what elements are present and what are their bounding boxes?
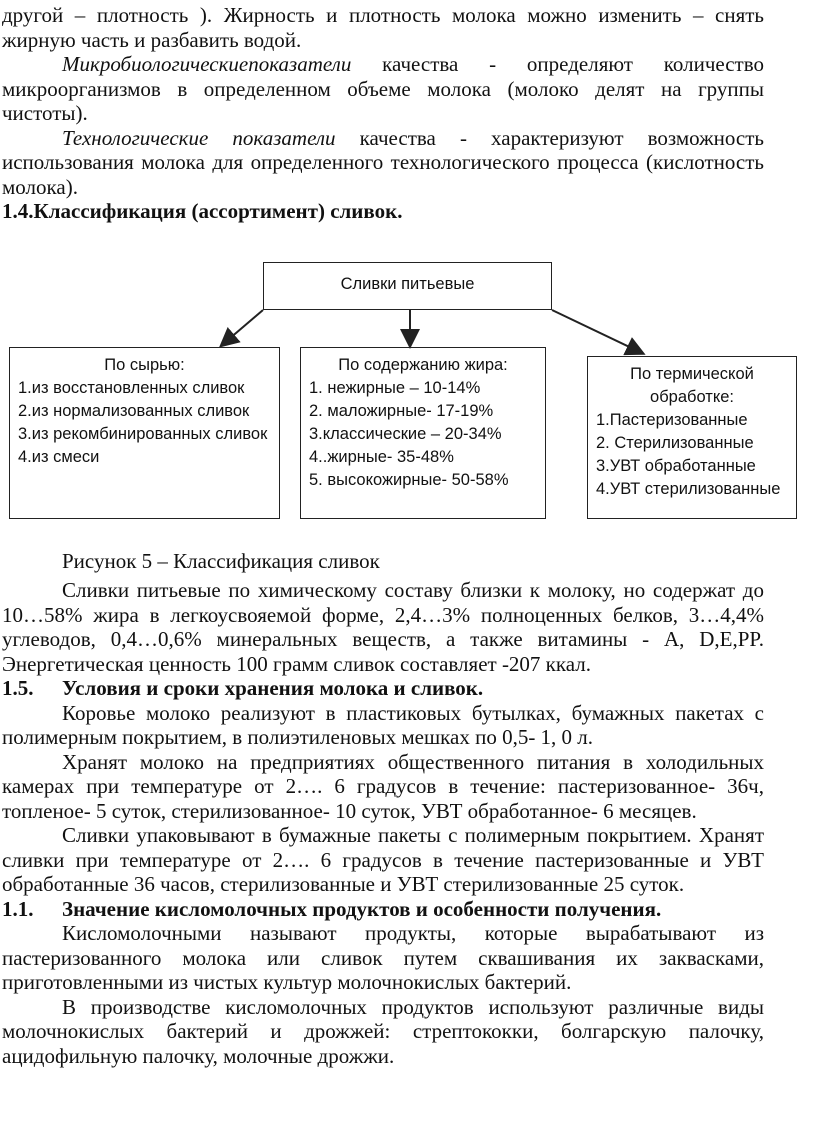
paragraph-cream-composition: Сливки питьевые по химическому составу близки к молоку, но содержат до 10…58% жира в легкоусвояемой форме, 2,4…3% полноценных белков, 3…4,4% углеводов, 0,4…0,6% минеральных веществ, а также витамины - A, D,E,PP. Энергетическая ценность 100 грамм сливок составляет -207 ккал. bbox=[2, 578, 764, 676]
paragraph-cream-storage: Сливки упаковывают в бумажные пакеты с полимерным покрытием. Хранят сливки при температуре от 2…. 6 градусов в течение пастеризованные и УВТ обработанные 36 часов, стерилизованные и УВТ стерилизованные 25 суток. bbox=[2, 823, 764, 896]
top-text-block bbox=[2, 3, 764, 224]
box3-title: По термической обработке: bbox=[630, 365, 754, 406]
box1-item: 2.из нормализованных сливок bbox=[18, 402, 250, 420]
box3-item: 4.УВТ стерилизованные bbox=[596, 480, 781, 498]
paragraph-fermented-bacteria: В производстве кисломолочных продуктов используют различные виды молочнокислых бактерий и дрожжей: стрептококки, болгарскую палочку, ацидофильную палочку, молочные дрожжи. bbox=[2, 994, 764, 1068]
diagram-root-box bbox=[263, 262, 552, 310]
heading-fermented-text: Значение кисломолочных продуктов и особенности получения. bbox=[62, 896, 662, 921]
heading-storage-number: 1.5. bbox=[2, 676, 34, 700]
box1-item: 4.из смеси bbox=[18, 448, 100, 466]
box1-item: 1.из восстановленных сливок bbox=[18, 379, 245, 397]
box2-item: 5. высокожирные- 50-58% bbox=[309, 471, 509, 489]
paragraph-density: другой – плотность ). Жирность и плотность молока можно изменить – снять жирную часть и разбавить водой. bbox=[2, 3, 764, 52]
heading-storage bbox=[2, 676, 764, 701]
paragraph-fermented-definition: Кисломолочными называют продукты, которые вырабатывают из пастеризованного молока или сливок путем сквашивания их заквасками, приготовленными из чистых культур молочнокислых бактерий. bbox=[2, 921, 764, 994]
paragraph-tech-indicators bbox=[2, 126, 764, 200]
diagram-box-fat-content bbox=[300, 347, 546, 519]
box3-item: 2. Стерилизованные bbox=[596, 434, 754, 452]
paragraph-milk-storage: Хранят молоко на предприятиях общественного питания в холодильных камерах при температуре от 2…. 6 градусов в течение: пастеризованное- 36ч, топленое- 5 суток, стерилизованное- 10 суток, УВТ обработанное- 6 месяцев. bbox=[2, 749, 764, 823]
box2-item: 2. маложирные- 17-19% bbox=[309, 402, 494, 420]
diagram-box-raw-material bbox=[9, 347, 280, 519]
term-tech: Технологические показатели bbox=[62, 125, 336, 150]
box2-item: 4..жирные- 35-48% bbox=[309, 448, 454, 466]
box1-title: По сырью: bbox=[104, 356, 185, 374]
box3-item: 1.Пастеризованные bbox=[596, 411, 748, 429]
bottom-text-block bbox=[2, 578, 764, 1068]
box3-item: 3.УВТ обработанные bbox=[596, 457, 756, 475]
box2-item: 1. нежирные – 10-14% bbox=[309, 379, 481, 397]
paragraph-micro-indicators bbox=[2, 52, 764, 126]
box1-item: 3.из рекомбинированных сливок bbox=[18, 425, 268, 443]
heading-classification: 1.4.Классификация (ассортимент) сливок. bbox=[2, 199, 403, 223]
arrow-to-box3 bbox=[552, 310, 642, 353]
root-label: Сливки питьевые bbox=[340, 275, 475, 293]
heading-fermented-number: 1.1. bbox=[2, 896, 34, 921]
diagram-box-heat-treatment bbox=[587, 356, 797, 519]
term-micro: Микробиологическиепоказатели bbox=[62, 52, 352, 76]
box2-item: 3.классические – 20-34% bbox=[309, 425, 502, 443]
box2-title: По содержанию жира: bbox=[338, 356, 508, 374]
paragraph-milk-packaging: Коровье молоко реализуют в пластиковых бутылках, бумажных пакетах с полимерным покрытием, в полиэтиленовых мешках по 0,5- 1, 0 л. bbox=[2, 700, 764, 749]
figure-caption: Рисунок 5 – Классификация сливок bbox=[62, 549, 380, 573]
arrow-to-box1 bbox=[222, 310, 263, 345]
text-tech: качества - характеризуют возможность использования молока для определенного технологического процесса (кислотность молока). bbox=[2, 125, 764, 199]
text-micro: качества - определяют количество микроорганизмов в определенном объеме молока (молоко делят на группы чистоты). bbox=[2, 52, 764, 125]
heading-storage-text: Условия и сроки хранения молока и сливок. bbox=[62, 676, 484, 700]
classification-diagram bbox=[0, 255, 816, 545]
heading-fermented bbox=[2, 897, 764, 922]
